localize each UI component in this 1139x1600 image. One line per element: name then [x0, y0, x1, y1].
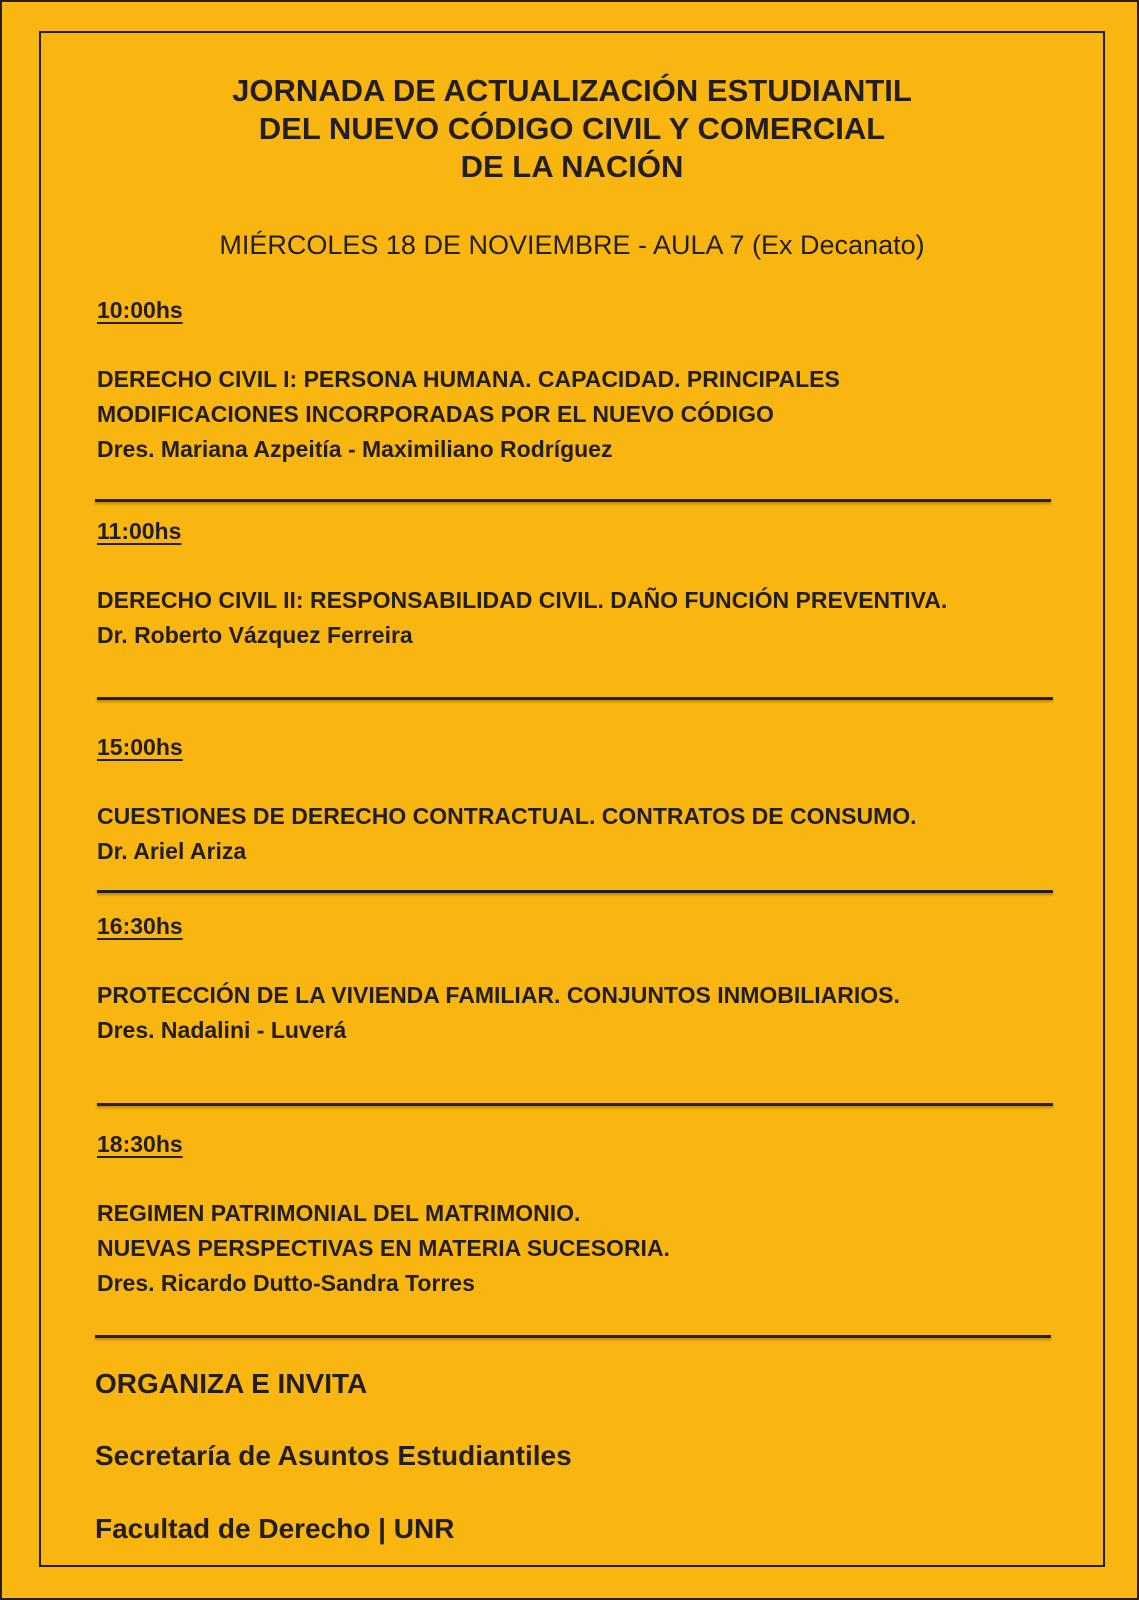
session-speakers: Dr. Roberto Vázquez Ferreira [97, 622, 413, 648]
session-time: 15:00hs [97, 734, 183, 760]
section-divider [97, 697, 1053, 700]
organizer-heading: ORGANIZA E INVITA [95, 1368, 368, 1399]
session-topic-line: MODIFICACIONES INCORPORADAS POR EL NUEVO CÓDIGO [97, 401, 774, 427]
session-1830 [97, 1130, 670, 1301]
session-topic-line: DERECHO CIVIL I: PERSONA HUMANA. CAPACIDAD. PRINCIPALES [97, 366, 840, 392]
section-divider [95, 1335, 1051, 1338]
session-1630 [97, 912, 900, 1048]
session-time: 11:00hs [97, 518, 182, 544]
session-topic-line: DERECHO CIVIL II: RESPONSABILIDAD CIVIL. DAÑO FUNCIÓN PREVENTIVA. [97, 587, 948, 613]
session-speakers: Dres. Ricardo Dutto-Sandra Torres [97, 1270, 475, 1296]
session-topic-line: CUESTIONES DE DERECHO CONTRACTUAL. CONTRATOS DE CONSUMO. [97, 803, 917, 829]
section-divider [97, 1103, 1053, 1106]
session-speakers: Dres. Mariana Azpeitía - Maximiliano Rodríguez [97, 436, 613, 462]
session-1100 [97, 517, 947, 653]
session-speakers: Dres. Nadalini - Luverá [97, 1017, 347, 1043]
title-line-2: DEL NUEVO CÓDIGO CIVIL Y COMERCIAL [258, 111, 886, 146]
session-time: 10:00hs [97, 297, 183, 323]
session-topic [97, 583, 947, 653]
session-topic [97, 362, 840, 467]
session-topic-line: REGIMEN PATRIMONIAL DEL MATRIMONIO. [97, 1200, 581, 1226]
organizer-facultad: Facultad de Derecho | UNR [95, 1513, 455, 1544]
session-1500 [97, 733, 917, 869]
event-date-location: MIÉRCOLES 18 DE NOVIEMBRE - AULA 7 (Ex Decanato) [219, 230, 925, 260]
session-topic-line: NUEVAS PERSPECTIVAS EN MATERIA SUCESORIA. [97, 1235, 670, 1261]
section-divider [95, 499, 1051, 502]
session-speakers: Dr. Ariel Ariza [97, 838, 247, 864]
section-divider [97, 890, 1053, 893]
session-topic [97, 1196, 670, 1301]
organizer-secretaria: Secretaría de Asuntos Estudiantiles [95, 1440, 572, 1471]
session-time: 16:30hs [97, 913, 183, 939]
session-topic-line: PROTECCIÓN DE LA VIVIENDA FAMILIAR. CONJUNTOS INMOBILIARIOS. [97, 982, 900, 1008]
event-title [39, 72, 1105, 186]
session-time: 18:30hs [97, 1131, 183, 1157]
title-line-3: DE LA NACIÓN [460, 149, 684, 184]
title-line-1: JORNADA DE ACTUALIZACIÓN ESTUDIANTIL [232, 73, 912, 108]
session-topic [97, 799, 917, 869]
session-1000 [97, 296, 840, 467]
session-topic [97, 978, 900, 1048]
